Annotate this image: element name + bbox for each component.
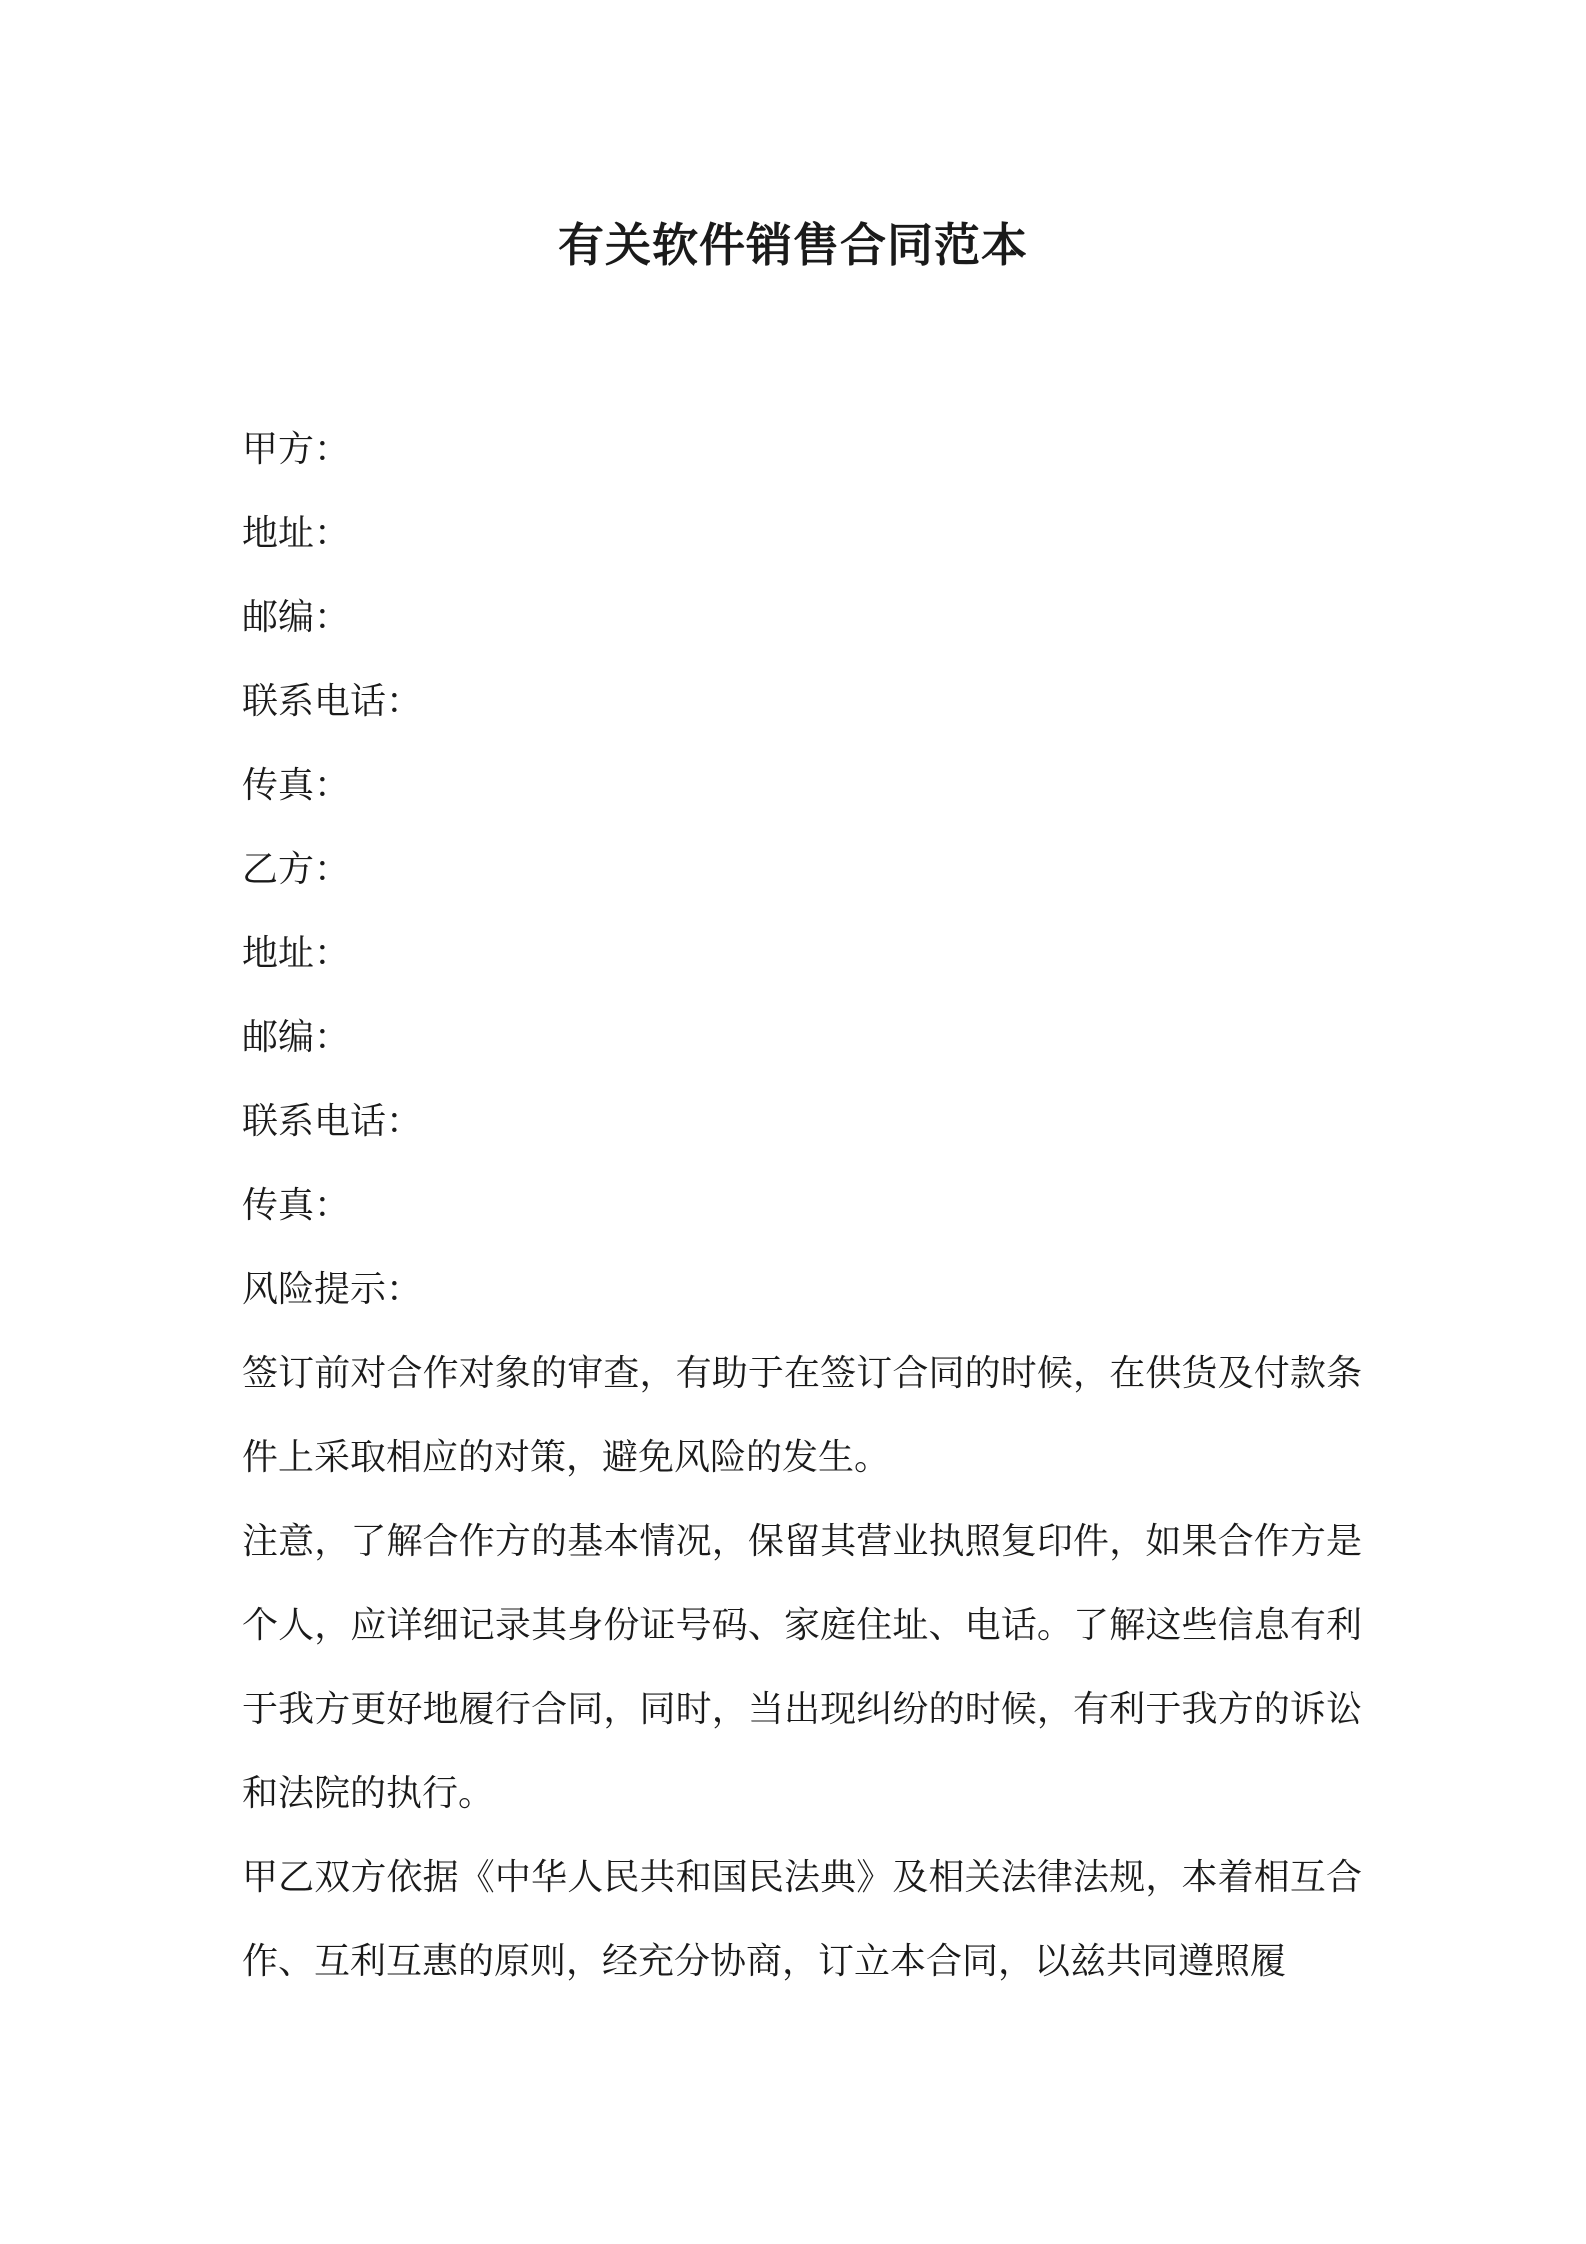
party-a-fax-label: 传真： bbox=[242, 765, 351, 806]
party-a-name-label: 甲方： bbox=[242, 429, 351, 470]
party-b-address-label: 地址： bbox=[242, 933, 351, 974]
party-a-postcode-label: 邮编： bbox=[242, 597, 351, 638]
document-title: 有关软件销售合同范本 bbox=[558, 218, 1028, 272]
risk-label: 风险提示： bbox=[242, 1269, 423, 1310]
party-b-fax-label: 传真： bbox=[242, 1185, 351, 1226]
paragraph-review: 签订前对合作对象的审查，有助于在签订合同的时候，在供货及付款条件上采取相应的对策，避免风险的发生。 bbox=[242, 1353, 1362, 1478]
party-b-postcode-label: 邮编： bbox=[242, 1017, 351, 1058]
party-b-phone-label: 联系电话： bbox=[242, 1101, 423, 1142]
party-a-address-label: 地址： bbox=[242, 513, 351, 554]
document-body bbox=[242, 408, 1362, 2004]
party-a-phone-label: 联系电话： bbox=[242, 681, 423, 722]
party-b-name-label: 乙方： bbox=[242, 849, 351, 890]
paragraph-agreement: 甲乙双方依据《中华人民共和国民法典》及相关法律法规，本着相互合作、互利互惠的原则，经充分协商，订立本合同，以兹共同遵照履 bbox=[242, 1857, 1362, 1982]
paragraph-notice: 注意，了解合作方的基本情况，保留其营业执照复印件，如果合作方是个人，应详细记录其身份证号码、家庭住址、电话。了解这些信息有利于我方更好地履行合同，同时，当出现纠纷的时候，有利于我方的诉讼和法院的执行。 bbox=[242, 1521, 1362, 1814]
